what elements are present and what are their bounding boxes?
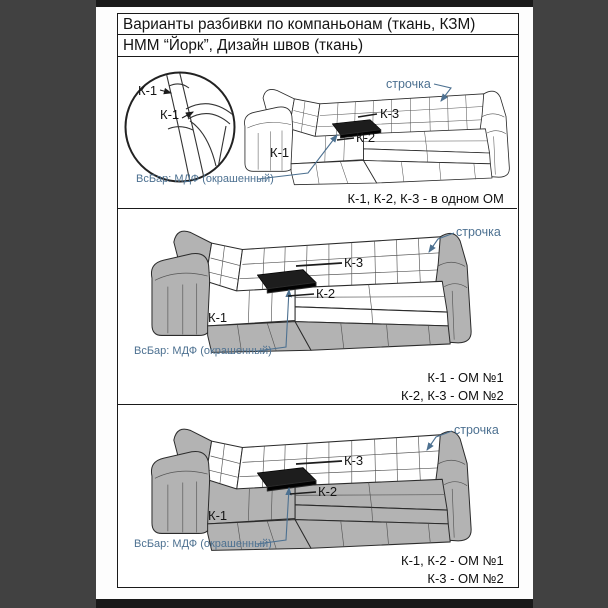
label-k1: К-1 <box>208 508 228 523</box>
scan-edge-top <box>96 0 533 7</box>
inset-label-k1-b: К-1 <box>160 106 180 122</box>
document-title: Варианты разбивки по компаньонам (ткань, КЗМ) <box>118 14 518 35</box>
stitch-annotation: строчка <box>456 225 501 239</box>
bar-annotation: ВсБар: МДФ (окрашенный) <box>134 538 272 550</box>
drawing-frame <box>117 13 519 588</box>
sofa-drawing-variant-1 <box>240 83 520 193</box>
document-subtitle: НММ “Йорк”, Дизайн швов (ткань) <box>118 35 518 57</box>
document-page <box>96 0 533 608</box>
variant-2-caption: К-1 - ОМ №1 К-2, К-3 - ОМ №2 <box>401 370 504 403</box>
bar-annotation: ВсБар: МДФ (окрашенный) <box>134 345 272 357</box>
corner-sofa-drawing <box>146 223 484 363</box>
scan-edge-bottom <box>96 599 533 608</box>
label-k3: К-3 <box>344 255 364 270</box>
variant-1-caption: К-1, К-2, К-3 - в одном ОМ <box>347 190 504 206</box>
label-k2: К-2 <box>356 129 376 145</box>
variant-1-panel <box>118 57 517 209</box>
variant-2-panel <box>118 208 517 404</box>
label-k1: К-1 <box>270 144 290 160</box>
stitch-annotation: строчка <box>386 76 431 91</box>
variant-3-panel <box>118 404 517 588</box>
label-k2: К-2 <box>316 286 336 301</box>
label-k1: К-1 <box>208 310 228 325</box>
inset-label-k1-a: К-1 <box>138 82 158 98</box>
label-k3: К-3 <box>344 453 364 468</box>
corner-sofa-drawing <box>240 83 520 193</box>
bar-annotation: ВсБар: МДФ (окрашенный) <box>136 172 274 185</box>
sofa-drawing-variant-2 <box>146 223 484 363</box>
label-k2: К-2 <box>318 484 338 499</box>
label-k3: К-3 <box>380 105 400 121</box>
stitch-annotation: строчка <box>454 423 499 437</box>
variant-3-caption: К-1, К-2 - ОМ №1 К-3 - ОМ №2 <box>401 553 504 586</box>
